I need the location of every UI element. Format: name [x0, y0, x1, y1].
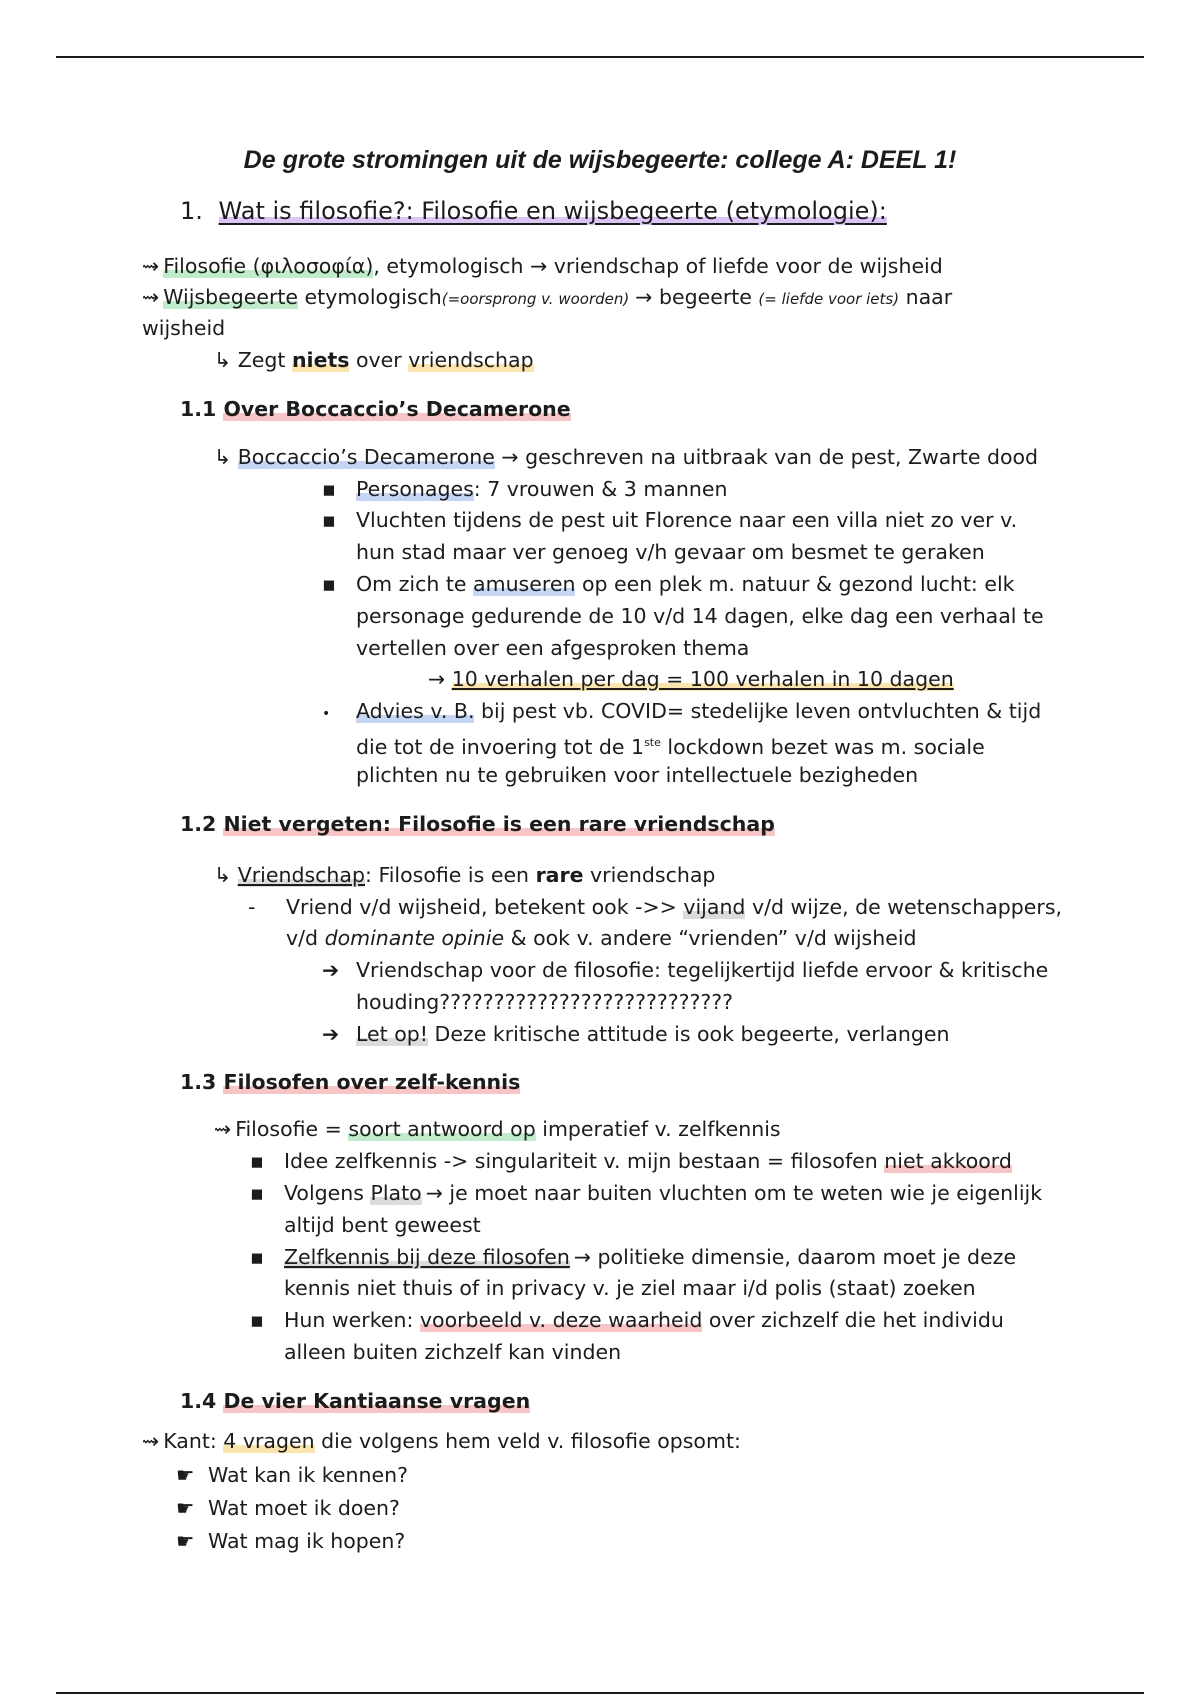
list-item: • Advies v. B. bij pest vb. COVID= stedelijke leven ontvluchten & tijd [322, 698, 1041, 727]
list-item: ☛ Wat moet ik doen? [176, 1496, 400, 1520]
list-item-cont: hun stad maar ver genoeg v/h gevaar om besmet te geraken [356, 540, 985, 564]
arrow-icon: → [428, 667, 446, 691]
hand-pointer-icon: ☛ [176, 1463, 195, 1487]
list-item: ➔ Vriendschap voor de filosofie: tegelijkertijd liefde ervoor & kritische [322, 958, 1049, 982]
vriendschap-intro: ↳ Vriendschap: Filosofie is een rare vriendschap [214, 863, 716, 887]
list-item-cont: personage gedurende de 10 v/d 14 dagen, elke dag een verhaal te [356, 604, 1044, 628]
square-bullet-icon: ▪ [322, 477, 336, 501]
arrow-icon: → [425, 1181, 443, 1205]
list-item: ▪ Volgens Plato → je moet naar buiten vluchten om te weten wie je eigenlijk [250, 1181, 1043, 1205]
bottom-rule [56, 1692, 1144, 1694]
list-item: ➔ Let op! Deze kritische attitude is ook begeerte, verlangen [322, 1022, 950, 1046]
squiggle-arrow-icon: ⇝ [214, 1117, 232, 1141]
arrow-icon: → [501, 445, 519, 469]
note-vriendschap: ↳ Zegt niets over vriendschap [214, 348, 534, 372]
return-arrow-icon: ↳ [214, 863, 232, 887]
square-bullet-icon: ▪ [322, 508, 336, 532]
subsection-1-1-heading: 1.1 Over Boccaccio’s Decamerone [180, 397, 571, 421]
list-item: ▪ Personages: 7 vrouwen & 3 mannen [322, 477, 728, 501]
section-1-heading [180, 198, 887, 224]
kant-intro: ⇝ Kant: 4 vragen die volgens hem veld v. filosofie opsomt: [142, 1429, 741, 1453]
list-item-cont: plichten nu te gebruiken voor intellectuele bezigheden [356, 763, 919, 787]
dot-bullet-icon: • [322, 706, 331, 722]
list-item: ▪ Vluchten tijdens de pest uit Florence naar een villa niet zo ver v. [322, 508, 1018, 532]
list-item-cont: vertellen over een afgesproken thema [356, 636, 750, 660]
squiggle-arrow-icon: ⇝ [142, 1429, 160, 1453]
square-bullet-icon: ▪ [250, 1308, 264, 1332]
square-bullet-icon: ▪ [250, 1245, 264, 1269]
section-number: 1. [180, 197, 203, 225]
list-item-cont: die tot de invoering tot de 1ste lockdown bezet was m. sociale [356, 734, 985, 759]
list-item: - Vriend v/d wijsheid, betekent ook ->> vijand v/d wijze, de wetenschappers, [248, 895, 1063, 919]
list-item-cont: kennis niet thuis of in privacy v. je ziel maar i/d polis (staat) zoeken [284, 1276, 976, 1300]
definition-filosofie: ⇝ Filosofie (φιλοσοφία), etymologisch → vriendschap of liefde voor de wijsheid [142, 254, 943, 278]
list-item-cont: houding??????????????????????????? [356, 990, 734, 1014]
arrow-icon: → [530, 254, 548, 278]
definition-wijsbegeerte: ⇝ Wijsbegeerte etymologisch(=oorsprong v. woorden) → begeerte (= liefde voor iets) naar [142, 285, 953, 309]
section-title: Wat is filosofie?: Filosofie en wijsbegeerte (etymologie): [218, 197, 887, 225]
arrow-icon: → [573, 1245, 592, 1269]
boccaccio-intro: ↳ Boccaccio’s Decamerone → geschreven na uitbraak van de pest, Zwarte dood [214, 445, 1039, 469]
conclusion-line: → 10 verhalen per dag = 100 verhalen in 10 dagen [428, 667, 954, 691]
list-item-cont: altijd bent geweest [284, 1213, 481, 1237]
subsection-1-4-heading: 1.4 De vier Kantiaanse vragen [180, 1389, 531, 1413]
squiggle-arrow-icon: ⇝ [142, 285, 160, 309]
list-item: ▪ Idee zelfkennis -> singulariteit v. mijn bestaan = filosofen niet akkoord [250, 1149, 1012, 1173]
hand-pointer-icon: ☛ [176, 1496, 195, 1520]
top-rule [56, 56, 1144, 58]
list-item-cont: alleen buiten zichzelf kan vinden [284, 1340, 622, 1364]
list-item: ▪ Om zich te amuseren op een plek m. natuur & gezond lucht: elk [322, 572, 1015, 596]
square-bullet-icon: ▪ [250, 1149, 264, 1173]
subsection-1-3-heading: 1.3 Filosofen over zelf-kennis [180, 1070, 521, 1094]
dash-bullet-icon: - [248, 895, 256, 919]
square-bullet-icon: ▪ [250, 1181, 264, 1205]
list-item: ▪ Zelfkennis bij deze filosofen → politieke dimensie, daarom moet je deze [250, 1245, 1017, 1269]
return-arrow-icon: ↳ [214, 348, 232, 372]
zelfkennis-intro: ⇝ Filosofie = soort antwoord op imperatief v. zelfkennis [214, 1117, 781, 1141]
document-title: De grote stromingen uit de wijsbegeerte: college A: DEEL 1! [243, 146, 957, 174]
bold-arrow-icon: ➔ [322, 958, 340, 982]
squiggle-arrow-icon: ⇝ [142, 254, 160, 278]
bold-arrow-icon: ➔ [322, 1022, 340, 1046]
hand-pointer-icon: ☛ [176, 1529, 195, 1553]
definition-wijsbegeerte-cont: wijsheid [142, 316, 226, 340]
return-arrow-icon: ↳ [214, 445, 232, 469]
arrow-icon: → [635, 285, 653, 309]
subsection-1-2-heading: 1.2 Niet vergeten: Filosofie is een rare vriendschap [180, 812, 775, 836]
list-item-cont: v/d dominante opinie & ook v. andere “vrienden” v/d wijsheid [286, 926, 917, 950]
list-item: ▪ Hun werken: voorbeeld v. deze waarheid over zichzelf die het individu [250, 1308, 1004, 1332]
list-item: ☛ Wat kan ik kennen? [176, 1463, 408, 1487]
list-item: ☛ Wat mag ik hopen? [176, 1529, 406, 1553]
square-bullet-icon: ▪ [322, 572, 336, 596]
